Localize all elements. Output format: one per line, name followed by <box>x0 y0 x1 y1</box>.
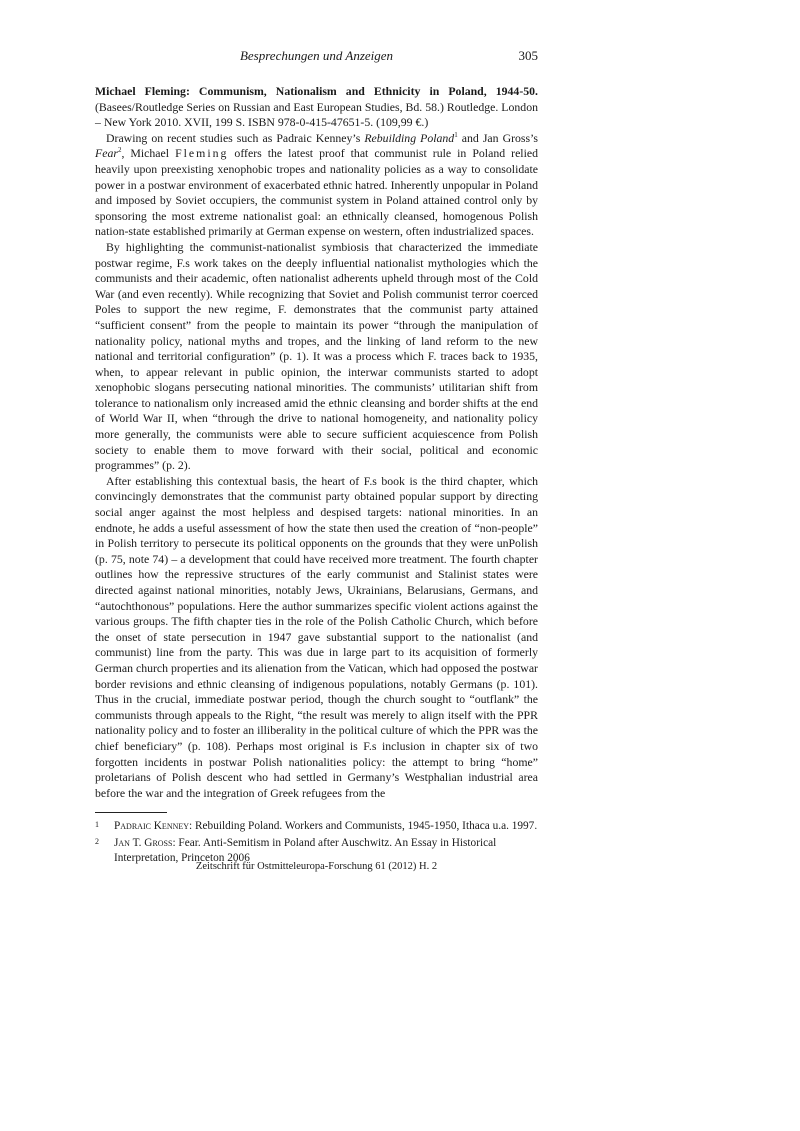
paragraph-1-text-d: offers the latest proof that communist rule in Poland relied heavily upon preexisting xenophobic tropes and nationality policies as a way to consolidate power in a postwar environment of exacerbated ethnic hatred. Inherently unpopular in Poland and imposed by Soviet occupiers, the communist system in Poland attained control only by sponsoring the most extreme nationalist goal: an ethnically cleansed, homogenous Polish nation-state established primarily at German expense on western, often industrialized spaces. <box>95 146 538 239</box>
footnote-ref-2: 2 <box>117 146 122 155</box>
review-title: Michael Fleming: Communism, Nationalism and Ethnicity in Poland, 1944-50. <box>95 84 538 98</box>
footnote-citation: : Fear. Anti-Semitism in Poland after Auschwitz. An Essay in Historical Interpretation, Princeton 2006 <box>114 836 497 864</box>
review-heading <box>95 84 538 131</box>
book-title-rebuilding-poland: Rebuilding Poland <box>364 130 455 145</box>
footnote-citation: : Rebuilding Poland. Workers and Communists, 1945-1950, Ithaca u.a. 1997. <box>189 820 538 833</box>
footnote-number: 2 <box>95 836 99 846</box>
bibliographic-details: (Basees/Routledge Series on Russian and East European Studies, Bd. 58.) Routledge. London – New York 2010. XVII, 199 S. ISBN 978-0-415-47651-5. (109,99 €.) <box>95 99 538 130</box>
footnote-1 <box>95 819 538 834</box>
page <box>95 48 538 872</box>
reviewed-author-name: Fleming <box>175 146 229 161</box>
review-body <box>95 84 538 801</box>
footnote-author: Jan T. Gross <box>114 836 173 849</box>
paragraph-3: After establishing this contextual basis, the heart of F.s book is the third chapter, which convincingly demonstrates that the communist party obtained popular support by directing social anger against the most helpless and despised targets: national minorities. In an endnote, he adds a useful assessment of how the state then used the creation of “non-people” in Polish territory to persecute its political opponents on the grounds that they were unPolish (p. 75, note 74) – a development that could have received more treatment. The fourth chapter outlines how the repressive structures of the early communist and Stalinist states were directed against national minorities, notably Jews, Ukrainians, Belarusians, Germans, and “autochthonous” populations. Here the author summarizes specific violent actions against the various groups. The fifth chapter ties in the role of the Polish Catholic Church, which before the onset of state persecution in 1947 gave substantial support to the nationalist (and communist) line from the party. This was due in large part to its acquisition of formerly German church properties and its alienation from the Vatican, which had opposed the postwar border revisions and ethnic cleansing of indigenous populations, notably Germans (p. 101). Thus in the crucial, immediate postwar period, though the church sought to “outflank” the communists through appeals to the Right, “the result was merely to align itself with the PPR nationality policy and to foster an illiberality in the political culture of which the PPR was the chief beneficiary” (p. 108). Perhaps most original is F.s inclusion in chapter six of two forgotten incidents in postwar Polish nationalities policy: the attempt to bring “home” proletarians of Polish descent who had settled in Germany’s Westphalian industrial area before the war and the integration of Greek refugees from the <box>95 473 538 800</box>
page-number: 305 <box>518 48 538 63</box>
paragraph-1-text-c: , Michael <box>121 146 176 161</box>
paragraph-1-text-a: Drawing on recent studies such as Padraic Kenney’s <box>106 130 365 145</box>
footnote-separator <box>95 812 167 813</box>
paragraph-1 <box>95 131 538 240</box>
footnotes <box>95 819 538 866</box>
footnote-ref-1: 1 <box>454 130 458 139</box>
running-head-title: Besprechungen und Anzeigen <box>239 48 394 63</box>
journal-footer: Zeitschrift für Ostmitteleuropa-Forschung 61 (2012) H. 2 <box>195 861 438 872</box>
footnote-text <box>114 819 538 834</box>
footnote-author: Padraic Kenney <box>114 820 190 833</box>
paragraph-1-text-b: and Jan Gross’s <box>457 130 538 145</box>
book-title-fear: Fear <box>95 146 118 161</box>
running-head <box>95 48 538 68</box>
paragraph-2: By highlighting the communist-nationalist symbiosis that characterized the immediate postwar regime, F.s work takes on the deeply influential nationalist mythologies which the communists and their academic, often nationalist adherents upheld through most of the Cold War (and even recently). While recognizing that Soviet and Polish communist terror coerced Poles to support the new regime, F. demonstrates that the communist party attained “sufficient consent” from the people to maintain its power “through the manipulation of nationality policy, national myths and tropes, and the linking of land reform to the new national and territorial configuration” (p. 1). It was a process which F. traces back to 1935, when, to appear relevant in public opinion, the interwar communists started to adopt xenophobic slogans persecuting national minorities. The communists’ utilitarian shift from tolerance to nationalism only increased amid the ethnic cleansing and border shifts at the end of World War II, when “through the drive to national homogeneity, and nationality policy more generally, the communists were able to secure sufficient acquiescence from Polish society to enable them to move forward with their social, political and economic programmes” (p. 2). <box>95 239 538 473</box>
footnote-number: 1 <box>95 820 99 830</box>
